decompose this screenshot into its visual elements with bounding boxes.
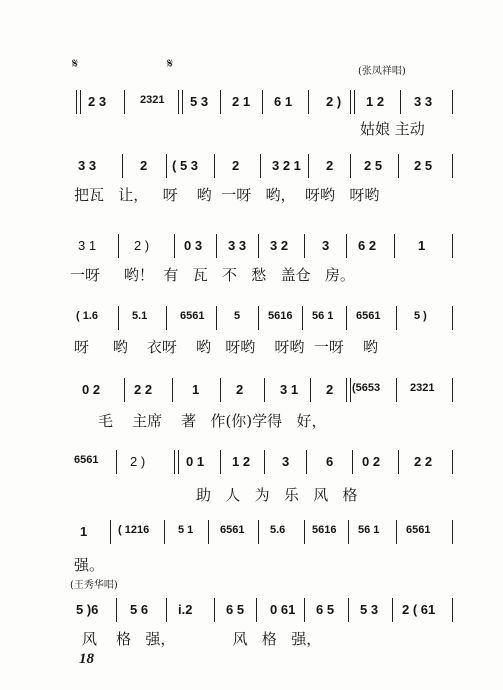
measure: 6 2 bbox=[358, 238, 377, 253]
measure: 1 bbox=[418, 238, 426, 253]
barline bbox=[452, 306, 453, 330]
measure: 3 3 bbox=[228, 238, 247, 253]
barline bbox=[304, 598, 305, 622]
barline bbox=[396, 306, 397, 330]
measure: 5616 bbox=[268, 310, 293, 322]
barline bbox=[256, 598, 257, 622]
measure: 3 1 bbox=[78, 238, 97, 253]
barline bbox=[220, 378, 221, 402]
barline bbox=[214, 154, 215, 178]
barline bbox=[264, 450, 265, 474]
lyric-line: 助 人 为 乐 风 格 bbox=[196, 486, 358, 504]
barline bbox=[452, 520, 453, 544]
score-row-5 bbox=[0, 378, 503, 453]
measure: 2 bbox=[140, 158, 148, 173]
barline bbox=[452, 450, 453, 474]
measure: 56 1 bbox=[358, 524, 380, 536]
score-row-3 bbox=[0, 228, 503, 303]
barline bbox=[260, 154, 261, 178]
repeat-barline bbox=[350, 90, 355, 114]
measure: 3 3 bbox=[78, 158, 97, 173]
score-row-2 bbox=[0, 146, 503, 221]
barline bbox=[258, 234, 259, 258]
measure: 0 3 bbox=[184, 238, 203, 253]
barline bbox=[164, 520, 165, 544]
barline bbox=[116, 450, 117, 474]
measure: (5653 bbox=[352, 382, 381, 394]
barline bbox=[214, 598, 215, 622]
measure: 2 ) bbox=[134, 238, 150, 253]
measure: 2321 bbox=[140, 94, 165, 106]
measure: ( 5 3 bbox=[172, 158, 199, 173]
repeat-barline bbox=[174, 450, 179, 474]
barline bbox=[166, 598, 167, 622]
repeat-barline bbox=[346, 378, 351, 402]
barline bbox=[452, 598, 453, 622]
barline bbox=[348, 598, 349, 622]
measure: 2 ) bbox=[326, 94, 342, 109]
measure: 6561 bbox=[220, 524, 245, 536]
barline bbox=[110, 520, 111, 544]
barline bbox=[304, 234, 305, 258]
measure: 2 2 bbox=[414, 454, 433, 469]
measure: 6561 bbox=[356, 310, 381, 322]
lyric-line: 姑娘 主动 bbox=[360, 120, 425, 138]
measure: 5.6 bbox=[270, 524, 286, 536]
measure: 5 ) bbox=[414, 310, 427, 322]
singer-label: (张凤祥唱) bbox=[358, 66, 406, 77]
barline bbox=[122, 154, 123, 178]
measure: ( 1.6 bbox=[76, 310, 99, 322]
lyric-line: 一呀 哟！ 有 瓦 不 愁 盖仓 房。 bbox=[70, 266, 355, 284]
measure: 5 3 bbox=[190, 94, 209, 109]
barline bbox=[452, 378, 453, 402]
measure: 3 2 1 bbox=[272, 158, 301, 173]
barline bbox=[452, 154, 453, 178]
measure: i.2 bbox=[178, 602, 193, 617]
barline bbox=[174, 234, 175, 258]
barline bbox=[396, 378, 397, 402]
barline bbox=[258, 306, 259, 330]
lyric-line: 强。 bbox=[74, 556, 105, 574]
barline bbox=[396, 520, 397, 544]
barline bbox=[310, 378, 311, 402]
measure: 2 1 bbox=[232, 94, 251, 109]
barline bbox=[208, 520, 209, 544]
score-row-1 bbox=[0, 56, 503, 138]
measure: 6561 bbox=[180, 310, 205, 322]
measure: 0 1 bbox=[186, 454, 205, 469]
measure: 5 6 bbox=[130, 602, 149, 617]
measure: 2 bbox=[232, 158, 240, 173]
barline bbox=[172, 378, 173, 402]
repeat-barline bbox=[76, 90, 81, 114]
measure: 6561 bbox=[406, 524, 431, 536]
barline bbox=[118, 306, 119, 330]
measure: 2 5 bbox=[364, 158, 383, 173]
measure: 1 2 bbox=[366, 94, 385, 109]
measure: 1 bbox=[192, 382, 200, 397]
barline bbox=[398, 450, 399, 474]
segno-sign: 𝄋 bbox=[72, 56, 79, 72]
singer-label: (王秀华唱) bbox=[70, 580, 118, 591]
barline bbox=[304, 520, 305, 544]
measure: 2 bbox=[236, 382, 244, 397]
lyric-line: 风 格 强， 风 格 强， bbox=[82, 630, 322, 648]
measure: 3 1 bbox=[280, 382, 299, 397]
measure: ( 1216 bbox=[118, 524, 150, 536]
measure: 5.1 bbox=[132, 310, 148, 322]
measure: 5 bbox=[234, 310, 241, 322]
barline bbox=[302, 306, 303, 330]
barline bbox=[116, 598, 117, 622]
score-row-6 bbox=[0, 450, 503, 525]
measure: 2 2 bbox=[134, 382, 153, 397]
barline bbox=[308, 90, 309, 114]
barline bbox=[220, 450, 221, 474]
barline bbox=[400, 90, 401, 114]
measure: 1 bbox=[80, 524, 88, 539]
barline bbox=[452, 234, 453, 258]
measure: 1 2 bbox=[232, 454, 251, 469]
barline bbox=[264, 378, 265, 402]
lyric-line: 毛 主席 著 作(你)学得 好， bbox=[98, 412, 327, 430]
measure: 3 bbox=[282, 454, 290, 469]
barline bbox=[216, 306, 217, 330]
measure: 56 1 bbox=[312, 310, 334, 322]
barline bbox=[346, 234, 347, 258]
barline bbox=[220, 90, 221, 114]
barline bbox=[346, 306, 347, 330]
barline bbox=[352, 450, 353, 474]
barline bbox=[392, 598, 393, 622]
barline bbox=[118, 234, 119, 258]
measure: 2 ( 61 bbox=[402, 602, 436, 617]
barline bbox=[124, 90, 125, 114]
measure: 3 2 bbox=[270, 238, 289, 253]
measure: 2 bbox=[326, 382, 334, 397]
barline bbox=[350, 154, 351, 178]
measure: 2 3 bbox=[88, 94, 107, 109]
measure: 3 bbox=[322, 238, 330, 253]
barline bbox=[348, 520, 349, 544]
lyric-line: 把瓦 让， 呀 哟 一呀 哟， 呀哟 呀哟 bbox=[74, 186, 380, 204]
measure: 0 2 bbox=[82, 382, 101, 397]
measure: 5616 bbox=[312, 524, 337, 536]
repeat-barline bbox=[178, 90, 183, 114]
barline bbox=[166, 306, 167, 330]
measure: 6 5 bbox=[226, 602, 245, 617]
barline bbox=[308, 154, 309, 178]
barline bbox=[398, 154, 399, 178]
measure: 6 1 bbox=[274, 94, 293, 109]
measure: 5 3 bbox=[360, 602, 379, 617]
score-row-4 bbox=[0, 300, 503, 375]
barline bbox=[166, 154, 167, 178]
measure: 2 ) bbox=[130, 454, 146, 469]
measure: 2 5 bbox=[414, 158, 433, 173]
barline bbox=[258, 520, 259, 544]
measure: 6 bbox=[326, 454, 334, 469]
page-number: 18 bbox=[79, 651, 94, 667]
barline bbox=[452, 90, 453, 114]
barline bbox=[262, 90, 263, 114]
barline bbox=[216, 234, 217, 258]
lyric-line: 呀 哟 衣呀 哟 呀哟 呀哟 一呀 哟 bbox=[74, 338, 378, 356]
segno-sign: 𝄋 bbox=[167, 56, 174, 72]
measure: 2321 bbox=[410, 382, 435, 394]
measure: 2 bbox=[326, 158, 334, 173]
measure: 5 1 bbox=[178, 524, 194, 536]
score-row-8 bbox=[0, 576, 503, 651]
barline bbox=[306, 450, 307, 474]
measure: 5 )6 bbox=[76, 602, 99, 617]
measure: 6561 bbox=[74, 454, 99, 466]
measure: 0 61 bbox=[270, 602, 296, 617]
measure: 3 3 bbox=[414, 94, 433, 109]
barline bbox=[124, 378, 125, 402]
measure: 6 5 bbox=[316, 602, 335, 617]
barline bbox=[394, 234, 395, 258]
measure: 0 2 bbox=[362, 454, 381, 469]
